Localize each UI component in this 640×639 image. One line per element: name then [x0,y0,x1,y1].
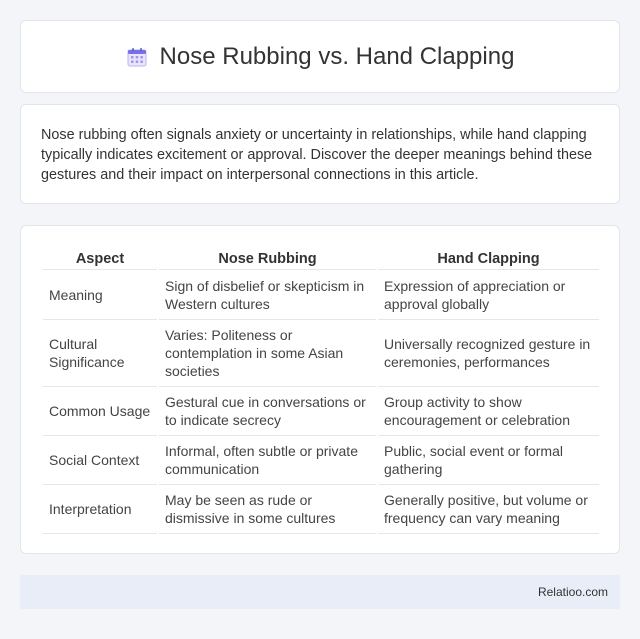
table-cell-aspect: Cultural Significance [43,320,157,387]
table-cell: May be seen as rude or dismissive in some cultures [159,485,376,534]
intro-card [20,104,620,204]
comparison-table-card [20,225,620,554]
footer [20,575,620,609]
table-cell: Gestural cue in conversations or to indicate secrecy [159,387,376,436]
table-cell-aspect: Meaning [43,270,157,320]
column-header: Aspect [43,246,157,270]
table-cell-aspect: Common Usage [43,387,157,436]
table-cell: Universally recognized gesture in ceremonies, performances [378,320,599,387]
table-cell: Generally positive, but volume or frequency can vary meaning [378,485,599,534]
column-header: Nose Rubbing [159,246,376,270]
table-cell: Informal, often subtle or private communication [159,436,376,485]
footer-brand: Relatioo.com [537,585,608,599]
column-header: Hand Clapping [378,246,599,270]
table-cell-aspect: Social Context [43,436,157,485]
table-cell: Varies: Politeness or contemplation in some Asian societies [159,320,376,387]
table-row [43,270,599,320]
table-cell: Public, social event or formal gathering [378,436,599,485]
calendar-icon [126,46,148,68]
table-row [43,485,599,534]
table-cell: Sign of disbelief or skepticism in Western cultures [159,270,376,320]
intro-text: Nose rubbing often signals anxiety or uncertainty in relationships, while hand clapping typically indicates excitement or approval. Discover the deeper meanings behind these gestures and their impact on interpersonal connections in this article. [41,127,593,183]
table-row [43,320,599,387]
table-row [43,387,599,436]
table-cell: Group activity to show encouragement or celebration [378,387,599,436]
table-row [43,436,599,485]
comparison-table [43,246,599,534]
table-header-row [43,246,599,270]
table-cell: Expression of appreciation or approval globally [378,270,599,320]
table-cell-aspect: Interpretation [43,485,157,534]
title-card [20,20,620,93]
page-title: Nose Rubbing vs. Hand Clapping [159,42,515,70]
